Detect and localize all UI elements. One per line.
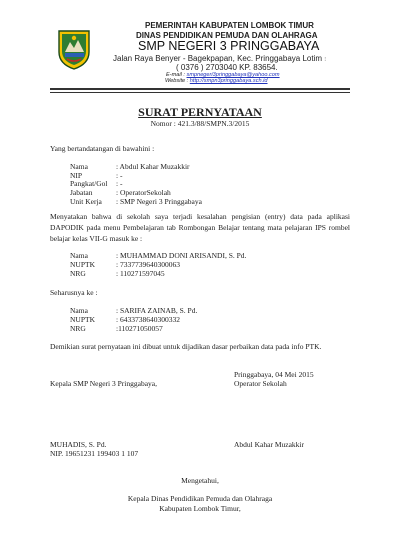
operator-title: Operator Sekolah xyxy=(234,379,287,388)
field-value: : OperatorSekolah xyxy=(116,188,171,197)
principal-name: MUHADIS, S. Pd. xyxy=(50,440,107,449)
address-mark: ⁝ xyxy=(324,57,327,63)
intro-text: Yang bertandatangan di bawahini : xyxy=(50,144,155,153)
field-label: Nama xyxy=(70,251,88,260)
operator-name: Abdul Kahar Muzakkir xyxy=(234,440,304,449)
field-label: Nama xyxy=(70,162,88,171)
field-label: NIP xyxy=(70,171,83,180)
field-value: : - xyxy=(116,171,123,180)
government-line: PEMERINTAH KABUPATEN LOMBOK TIMUR xyxy=(145,21,314,30)
document-title: SURAT PERNYATAAN xyxy=(138,105,262,119)
email-link[interactable]: smpnegeri3pringgabaya@yahoo.com xyxy=(186,72,280,78)
school-phone: ( 0376 ) 2703040 KP. 83654. xyxy=(176,63,278,72)
letterhead xyxy=(0,0,400,96)
field-value: : SARIFA ZAINAB, S. Pd. xyxy=(116,306,198,315)
field-label: Nama xyxy=(70,306,88,315)
field-label: Jabatan xyxy=(70,188,93,197)
principal-nip: NIP. 19651231 199403 1 107 xyxy=(50,449,139,458)
dept-head-region: Kabupaten Lombok Timur, xyxy=(159,504,241,513)
field-label: NRG xyxy=(70,269,86,278)
field-label: Unit Kerja xyxy=(70,197,102,206)
statement-paragraph: Menyatakan bahwa di sekolah saya terjadi kesalahan pengisian (entry) data pada aplikasi DAPODIK pada menu Pembelajaran tab Rombongan Belajar tentang mata pelajaran IPS rombel belajar kelas VII-G masuk ke : xyxy=(50,212,350,243)
field-value: : 6433738640300332 xyxy=(116,315,180,324)
field-label: Pangkat/Gol xyxy=(70,179,108,188)
field-value: : 7337739640300063 xyxy=(116,260,180,269)
field-label: NRG xyxy=(70,324,86,333)
letterhead-thin-rule xyxy=(50,92,350,93)
document-number: Nomor : 421.3/88/SMPN.3/2015 xyxy=(150,119,250,128)
school-website: Website : http://smpn3pringgabaya.sch.id xyxy=(165,78,268,84)
field-label: NUPTK xyxy=(70,315,96,324)
field-value: : 110271597045 xyxy=(116,269,165,278)
website-link[interactable]: http://smpn3pringgabaya.sch.id xyxy=(189,78,268,84)
lombok-timur-emblem-icon xyxy=(57,28,91,70)
acknowledged-text: Mengetahui, xyxy=(181,476,219,485)
principal-title: Kepala SMP Negeri 3 Pringgabaya, xyxy=(50,379,157,388)
should-be-text: Seharusnya ke : xyxy=(50,288,98,297)
place-date: Pringgabaya, 04 Mei 2015 xyxy=(234,370,314,379)
letterhead-thick-rule xyxy=(50,88,350,90)
dept-head-title: Kepala Dinas Pendidikan Pemuda dan Olahraga xyxy=(127,494,273,503)
school-email: E-mail : smpnegeri3pringgabaya@yahoo.com xyxy=(166,72,280,78)
closing-text: Demikian surat pernyataan ini dibuat untuk dijadikan dasar perbaikan data pada info PTK. xyxy=(50,342,322,351)
field-value: : - xyxy=(116,179,123,188)
department-line: DINAS PENDIDIKAN PEMUDA DAN OLAHRAGA xyxy=(136,31,318,40)
field-value: : Abdul Kahar Muzakkir xyxy=(116,162,190,171)
field-value: : SMP Negeri 3 Pringgabaya xyxy=(116,197,202,206)
school-address: Jalan Raya Benyer - Bagekpapan, Kec. Pringgabaya Lotim ⁝ xyxy=(113,54,327,63)
school-name: SMP NEGERI 3 PRINGGABAYA xyxy=(138,39,320,53)
field-value: :110271050057 xyxy=(116,324,163,333)
field-value: : MUHAMMAD DONI ARISANDI, S. Pd. xyxy=(116,251,247,260)
field-label: NUPTK xyxy=(70,260,96,269)
